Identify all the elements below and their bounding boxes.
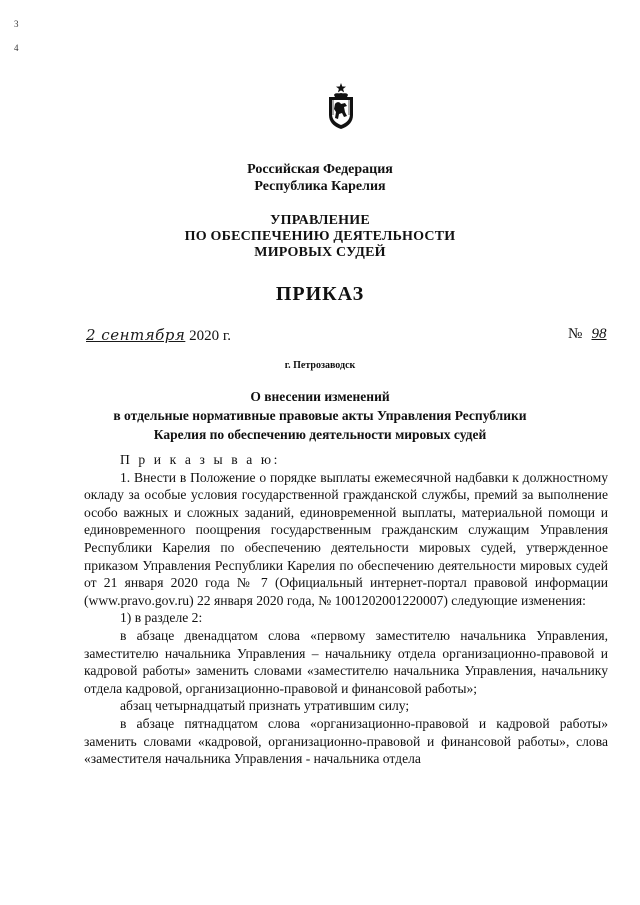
handwritten-number: 98: [591, 326, 607, 342]
order-subject: [80, 387, 560, 444]
paragraph-section-2: 1) в разделе 2:: [120, 610, 203, 626]
subject-line-1: О внесении изменений: [250, 389, 390, 404]
order-directive: П р и к а з ы в а ю:: [120, 452, 280, 467]
department-heading: [0, 213, 640, 261]
paragraph-abzac-14: абзац четырнадцатый признать утратившим силу;: [120, 698, 410, 714]
subject-line-2: в отдельные нормативные правовые акты Управления Республики: [113, 408, 527, 423]
document-type-title: ПРИКАЗ: [275, 283, 365, 305]
department-line-2: ПО ОБЕСПЕЧЕНИЮ ДЕЯТЕЛЬНОСТИ: [184, 229, 456, 244]
department-line-3: МИРОВЫХ СУДЕЙ: [254, 245, 386, 260]
corner-mark-1: 3: [14, 19, 19, 29]
paragraph-abzac-12: в абзаце двенадцатом слова «первому заместителю начальника Управления, заместителю начальника Управления – начальнику отдела организационно-правовой и кадровой работы» заменить словами «заместителю начальника Управления, начальнику отдела кадровой, организационно-правовой и финансовой работы»;: [84, 627, 608, 696]
subject-line-3: Карелия по обеспечению деятельности мировых судей: [153, 427, 487, 442]
order-number: [568, 326, 612, 343]
federation-heading: [0, 161, 640, 195]
paragraph-abzac-15: в абзаце пятнадцатом слова «организационно-правовой и кадровой работы» заменить словами «кадровой, организационно-правовой и финансовой работы», слова «заместителя начальника Управления - начальника отдела: [84, 715, 608, 767]
paragraph-item-1: 1. Внести в Положение о порядке выплаты ежемесячной надбавки к должностному окладу за особые условия государственной гражданской службы, премий за выполнение особо важных и сложных заданий, единовременной выплаты, материальной помощи и единовременного поощрения государственным гражданским служащим Управления Республики Карелия по обеспечению деятельности мировых судей, утвержденное приказом Управления Республики Карелия по обеспечению деятельности мировых судей от 21 января 2020 года № 7 (Официальный интернет-портал правовой информации (www.pravo.gov.ru) 22 января 2020 года, № 1001202001220007) следующие изменения:: [84, 469, 608, 608]
date-year: 2020 г.: [189, 328, 232, 344]
handwritten-date: 2 сентября: [86, 326, 186, 344]
number-label: №: [567, 326, 583, 342]
federation-line: Российская Федерация: [247, 162, 393, 177]
order-body: [84, 451, 608, 768]
city-line: г. Петрозаводск: [284, 360, 356, 371]
order-date: [86, 326, 231, 345]
republic-line: Республика Карелия: [254, 179, 386, 194]
corner-mark-2: 4: [14, 43, 19, 53]
coat-of-arms-emblem: [326, 82, 356, 130]
corner-marks: [14, 12, 19, 60]
department-line-1: УПРАВЛЕНИЕ: [270, 213, 370, 228]
